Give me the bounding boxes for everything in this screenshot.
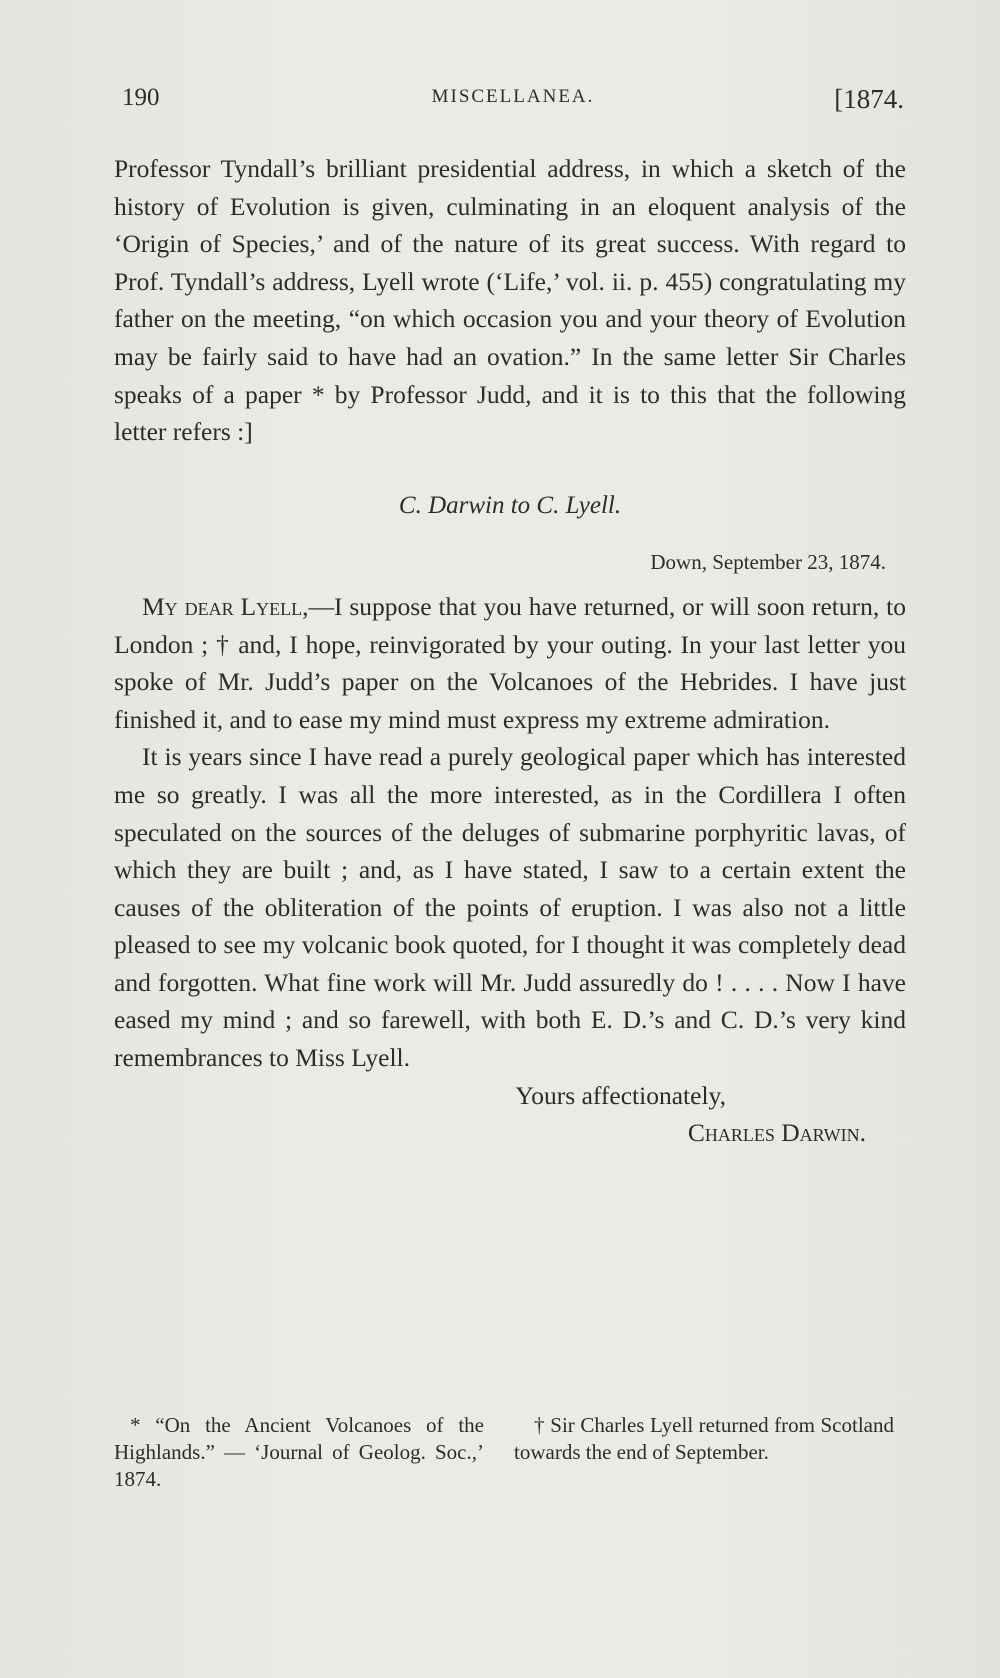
salutation: My dear Lyell,	[142, 591, 309, 621]
running-title: MISCELLANEA.	[431, 86, 595, 107]
main-text	[114, 150, 906, 1152]
intro-paragraph: Professor Tyndall’s brilliant presidential address, in which a sketch of the history of Evolution is given, culminating in an eloquent analysis of the ‘Origin of Species,’ and of the nature of its great success. With regard to Prof. Tyndall’s address, Lyell wrote (‘Life,’ vol. ii. p. 455) congratulating my father on the meeting, “on which occasion you and your theory of Evolution may be fairly said to have had an ovation.” In the same letter Sir Charles speaks of a paper * by Professor Judd, and it is to this that the following letter refers :]	[114, 154, 906, 447]
header-year: [1874.	[834, 84, 904, 114]
footnotes	[114, 1412, 894, 1493]
letter-paragraph-2: It is years since I have read a purely geological paper which has interested me so greatly. I was all the more interested, as in the Cordillera I often speculated on the sources of the deluges of submarine porphyritic lavas, of which they are built ; and, as I have stated, I saw to a certain extent the causes of the obliteration of the points of eruption. I was also not a little pleased to see my volcanic book quoted, for I thought it was completely dead and forgotten. What fine work will Mr. Judd assuredly do ! . . . . Now I have eased my mind ; and so farewell, with both E. D.’s and C. D.’s very kind remembrances to Miss Lyell.	[114, 742, 906, 1073]
footnote-asterisk: * “On the Ancient Volcanoes of the Highlands.” — ‘Journal of Geolog. Soc.,’ 1874.	[114, 1413, 484, 1491]
footnote-dagger: † Sir Charles Lyell returned from Scotland towards the end of September.	[514, 1413, 894, 1464]
closing: Yours affectionately,	[515, 1080, 726, 1110]
letter-paragraph-1-text: —I suppose that you have returned, or will soon return, to London ; † and, I hope, reinvigorated by your outing. In your last letter you spoke of Mr. Judd’s paper on the Volcanoes of the Hebrides. I have just finished it, and to ease my mind must express my extreme admiration.	[114, 591, 907, 734]
letter-paragraph-1	[114, 588, 906, 738]
letter-heading: C. Darwin to C. Lyell.	[398, 491, 622, 519]
page-number: 190	[122, 84, 160, 111]
dateline: Down, September 23, 1874.	[650, 550, 886, 575]
signature: Charles Darwin.	[687, 1118, 866, 1148]
running-head	[122, 84, 904, 124]
